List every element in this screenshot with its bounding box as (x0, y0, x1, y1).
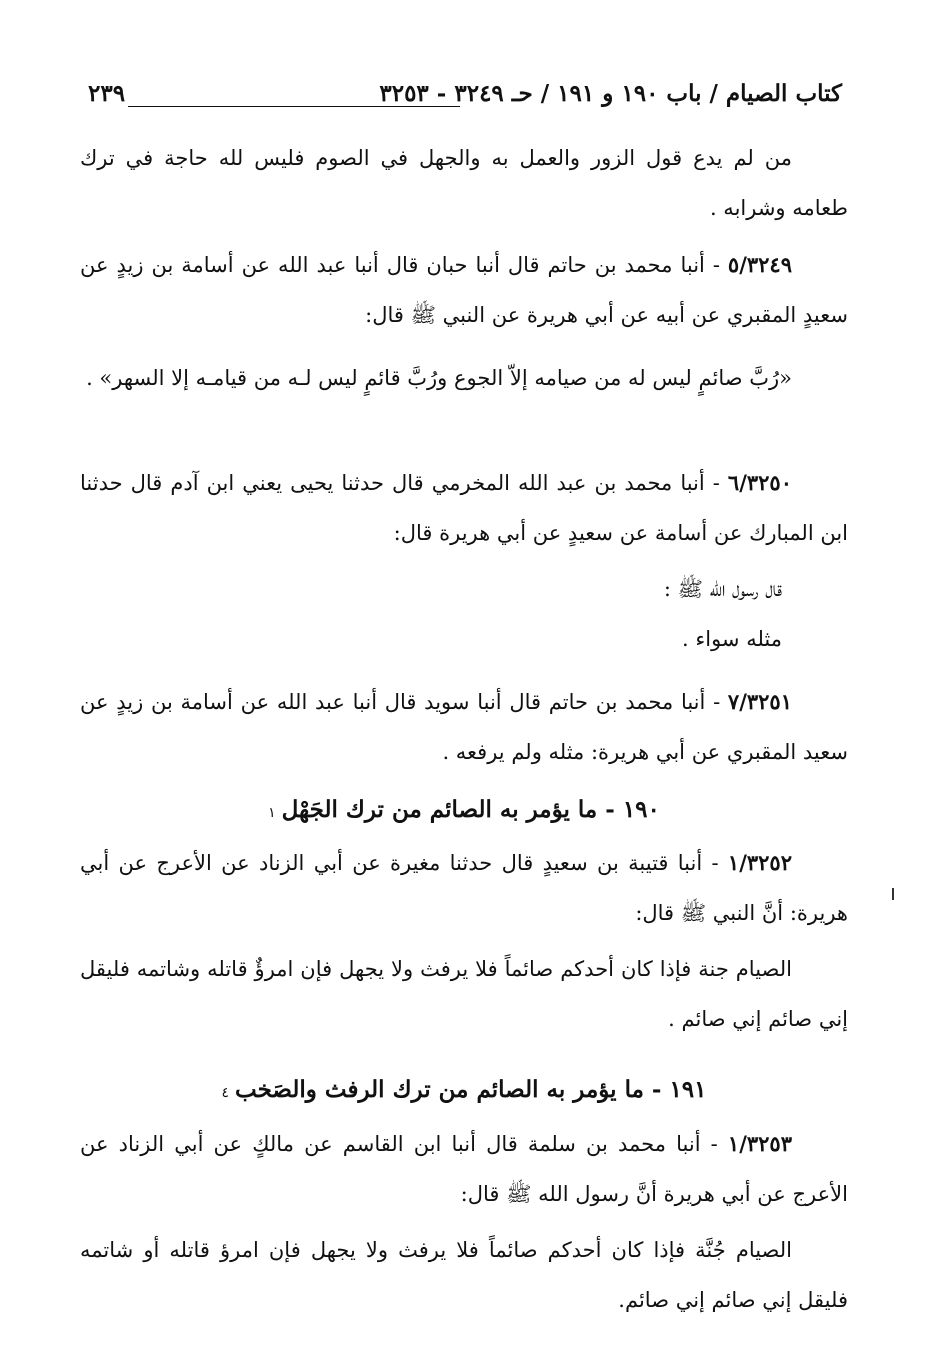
paragraph-text: من لم يدع قول الزور والعمل به والجهل في الصوم فليس لله حاجة في ترك طعامه وشرابه . (80, 146, 848, 220)
hadith-number: ١/٣٢٥٣ (727, 1131, 792, 1156)
hadith-number: ٦/٣٢٥٠ (727, 470, 792, 495)
footnote-marker: ١ (268, 805, 276, 821)
section-heading-191 (80, 1070, 848, 1113)
paragraph-text: - أنبا قتيبة بن سعيدٍ قال حدثنا مغيرة عن أبي الزناد عن الأعرج عن أبي هريرة: أنَّ النبي ﷺ قال: (80, 851, 848, 925)
page-number: ٢٣٩ (88, 80, 126, 107)
hadith-number: ٧/٣٢٥١ (727, 689, 792, 714)
page-header (80, 78, 848, 116)
section-heading-text: ١٩١ - ما يؤمر به الصائم من ترك الرفث والصَخب (235, 1076, 707, 1103)
paragraph-hadith-3250 (80, 458, 848, 558)
paragraph-text: - أنبا محمد بن حاتم قال أنبا سويد قال أنبا عبد الله عن أسامة بن زيدٍ عن سعيد المقبري عن أبي هريرة: مثله ولم يرفعه . (80, 690, 848, 764)
book-page (80, 70, 848, 1330)
section-heading-text: ١٩٠ - ما يؤمر به الصائم من ترك الجَهْل (281, 796, 660, 823)
paragraph-text: الصيام جنة فإذا كان أحدكم صائماً فلا يرفث ولا يجهل فإن امرؤٌ قاتله وشاتمه فليقل إني صائم إني صائم . (80, 957, 848, 1031)
scan-margin-mark (892, 888, 894, 900)
paragraph-hadith-3249 (80, 240, 848, 340)
paragraph-hadith-3252 (80, 838, 848, 938)
paragraph-hadith-3253 (80, 1119, 848, 1219)
header-rule (128, 106, 460, 107)
section-heading-190 (80, 790, 848, 833)
paragraph-text: - أنبا محمد بن عبد الله المخرمي قال حدثنا يحيى يعني ابن آدم قال حدثنا ابن المبارك عن أسامة عن سعيدٍ عن أبي هريرة قال: (80, 471, 848, 545)
hadith-number: ١/٣٢٥٢ (727, 850, 792, 875)
paragraph-hadith-text (80, 353, 848, 403)
paragraph-hadith-continuation (80, 133, 848, 233)
paragraph-text: «رُبَّ صائمٍ ليس له من صيامه إلاّ الجوع ورُبَّ قائمٍ ليس لـه من قيامـه إلا السهر» . (86, 366, 792, 390)
paragraph-text: الصيام جُنَّة فإذا كان أحدكم صائماً فلا يرفث ولا يجهل فإن امرؤ قاتله أو شاتمه فليقل إني صائم إني صائم. (80, 1238, 848, 1312)
quote-line: قال رسول الله ﷺ : (663, 577, 782, 601)
paragraph-hadith-text (80, 1225, 848, 1325)
hadith-number: ٥/٣٢٤٩ (727, 252, 792, 277)
quote-line: مثله سواء . (682, 627, 782, 651)
paragraph-prophet-quote (80, 564, 848, 664)
paragraph-hadith-text (80, 944, 848, 1044)
paragraph-hadith-3251 (80, 677, 848, 777)
footnote-marker: ٤ (221, 1085, 229, 1101)
paragraph-text: - أنبا محمد بن حاتم قال أنبا حبان قال أنبا عبد الله عن أسامة بن زيدٍ عن سعيدٍ المقبري عن أبيه عن أبي هريرة عن النبي ﷺ قال: (80, 253, 848, 327)
paragraph-text: - أنبا محمد بن سلمة قال أنبا ابن القاسم عن مالكٍ عن أبي الزناد عن الأعرج عن أبي هريرة أنَّ رسول الله ﷺ قال: (80, 1132, 848, 1206)
running-title: كتاب الصيام / باب ١٩٠ و ١٩١ / حـ ٣٢٤٩ - ٣٢٥٣ (379, 80, 842, 107)
